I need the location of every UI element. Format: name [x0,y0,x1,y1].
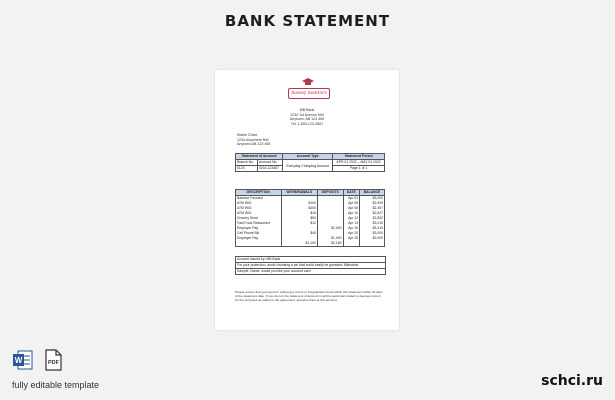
total-cell [360,241,385,247]
total-cell: $1,100 [281,241,317,247]
branch-no-cell: 0123 [236,166,258,172]
customer-line: 1234 Anywhere NW [237,137,269,142]
table-cell: $2,497 [360,206,385,211]
total-cell: $2,180 [317,241,343,247]
account-no-cell: 0234-123467 [257,166,282,172]
table-cell: Apr 20 [343,231,360,236]
bank-line: MB Bank [299,108,315,112]
table-cell: ATM W/D [236,206,282,211]
table-cell: $3,410 [360,226,385,231]
table-cell: Apr 10 [343,211,360,216]
period-cell: APR 01 2022 – MAY 01 2022 [333,160,385,166]
transactions-table [235,189,385,247]
table-cell: Grocery Store [236,216,282,221]
table-cell: Fast Food Restaurant [236,221,282,226]
table-cell: Apr 25 [343,236,360,241]
total-cell [236,241,282,247]
table-cell: ATM W/D [236,201,282,206]
table-header: DEPOSITS [317,190,343,196]
table-header: BALANCE [360,190,385,196]
table-cell: $3,000 [360,231,385,236]
table-header: Account Type [283,154,333,160]
bank-line: Tel: 1-800-123-4567 [290,121,324,126]
table-cell: $3,010 [360,221,385,226]
customer-line: Martin Chloe [237,133,258,137]
table-cell: $2,627 [360,211,385,216]
table-cell: Apr 13 [343,221,360,226]
bank-line: Anytown, AB 123 456 [289,117,325,122]
table-cell: $100 [281,201,317,206]
note-line: Sample, Name: would you like your account card [237,269,311,273]
table-cell: ATM W/D [236,211,282,216]
customer-address [237,133,317,147]
table-cell: Account No. [257,160,282,166]
table-cell: $1,000 [317,236,343,241]
totals-row [236,241,385,247]
bank-logo [286,78,330,100]
footer-disclaimer: Please ensure that you report in writing any errors or irregularities found within this statement within 30 days of the statement date. If you do not, the statement of account in all the particulars stated is deemed correct for the purposes as stated in the agreement, and all entries at this account. [235,290,383,302]
table-cell: Apr 01 [343,196,360,202]
table-cell: $2,000 [360,236,385,241]
table-cell: Employer Pay [236,236,282,241]
bank-line: 1234 1st Avenue NW [290,112,324,117]
pdf-badge-label: PDF [48,360,59,366]
table-header: DESCRIPTION [236,190,282,196]
page-title: BANK STATEMENT [224,12,391,30]
table-header: Statement of Account [236,154,283,160]
table-cell: $50 [281,216,317,221]
site-watermark[interactable]: schci.ru [541,373,603,389]
graduation-cap-icon [302,78,314,86]
table-cell: $2,900 [360,201,385,206]
note-line: For your protection, avoid choosing a pin that could easily be guessed: Milestone [236,263,385,269]
table-cell: $12 [281,221,317,226]
table-header: WITHDRAWALS [281,190,317,196]
table-cell: $2,832 [360,216,385,221]
table-cell: Apr 05 [343,201,360,206]
table-header: DATE [343,190,360,196]
bank-address [275,108,339,126]
notes-box [235,256,386,275]
table-cell: Balance Forward [236,196,282,202]
table-cell: $3,000 [360,196,385,202]
logo-text: money mentors [288,88,330,99]
account-type-cell: Everyday Chequing Account [283,160,333,172]
editable-caption: fully editable template [12,380,100,390]
customer-line: Anytown AB 123 456 [237,142,271,147]
table-cell: Apr 12 [343,216,360,221]
account-info-table [235,153,385,172]
table-cell: $40 [281,231,317,236]
total-cell [343,241,360,247]
table-cell: Apr 08 [343,206,360,211]
transactions-body [236,196,385,247]
table-cell: $400 [281,206,317,211]
note-line: Account issued by: MB Bank [236,257,385,263]
table-cell: $15 [281,211,317,216]
table-cell: Apr 15 [343,226,360,231]
table-cell: Cell Phone Bill [236,231,282,236]
word-badge-label: W [14,356,23,365]
statement-document [215,70,399,330]
page-cell: Page 1 of 1 [333,166,385,172]
pdf-file-icon [42,349,64,371]
table-header: Statement Period [333,154,385,160]
table-cell: Branch No. [236,160,258,166]
table-cell: $1,000 [317,226,343,231]
word-file-icon [12,349,34,371]
table-cell: Employer Pay [236,226,282,231]
